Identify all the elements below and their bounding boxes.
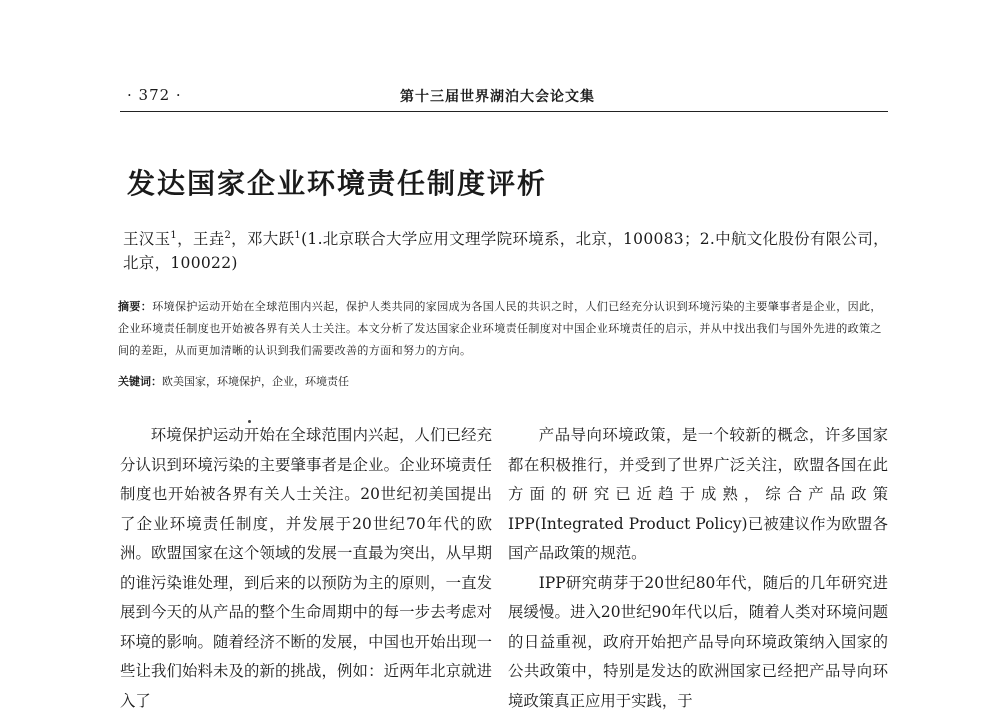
author-name: 王汉玉 [123, 230, 170, 248]
article-title: 发达国家企业环境责任制度评析 [127, 162, 547, 202]
author-line: 王汉玉$^1$，王垚$^2$，邓大跃$^1$(1.北京联合大学应用文理学院环境系，北京，100083；2.中航文化股份有限公司，北京，100022) [123, 224, 893, 275]
abstract [118, 296, 890, 362]
affiliations: (1.北京联合大学应用文理学院环境系，北京，100083；2.中航文化股份有限公司，北京，100022) [123, 230, 889, 272]
body-paragraph: 产品导向环境政策，是一个较新的概念，许多国家都在积极推行，并受到了世界广泛关注，欧盟各国在此方面的研究已近趋于成熟，综合产品政策IPP(Integrated Product Policy)已被建议作为欧盟各国产品政策的规范。 [508, 421, 888, 569]
abstract-text: 环境保护运动开始在全球范围内兴起，保护人类共同的家园成为各国人民的共识之时，人们已经充分认识到环境污染的主要肇事者是企业，因此，企业环境责任制度也开始被各界有关人士关注。本文分析了发达国家企业环境责任制度对中国企业环境责任的启示，并从中找出我们与国外先进的政策之间的差距，从而更加清晰的认识到我们需要改善的方面和努力的方向。 [118, 300, 882, 357]
abstract-label: 摘要： [118, 300, 152, 313]
keywords-label: 关键词： [118, 375, 162, 388]
page-number: · 372 · [127, 86, 182, 104]
author-affiliation-mark: 1 [294, 230, 301, 241]
keywords-text: 欧美国家，环境保护，企业，环境责任 [162, 375, 349, 388]
author-affiliation-mark: 2 [225, 230, 232, 241]
author-name: 王垚 [193, 230, 225, 248]
keywords [118, 372, 890, 392]
body-column-right [508, 421, 888, 716]
body-column-left [120, 421, 492, 716]
body-paragraph: IPP研究萌芽于20世纪80年代，随后的几年研究进展缓慢。进入20世纪90年代以后，随着人类对环境问题的日益重视，政府开始把产品导向环境政策纳入国家的公共政策中，特别是发达的欧洲国家已经把产品导向环境政策真正应用于实践，于 [508, 569, 888, 716]
author-affiliation-mark: 1 [170, 230, 177, 241]
header-rule [120, 111, 888, 112]
running-header-title: 第十三届世界湖泊大会论文集 [400, 86, 595, 106]
author-name: 邓大跃 [247, 230, 294, 248]
body-paragraph: 环境保护运动开始在全球范围内兴起，人们已经充分认识到环境污染的主要肇事者是企业。企业环境责任制度也开始被各界有关人士关注。20世纪初美国提出了企业环境责任制度，并发展于20世纪70年代的欧洲。欧盟国家在这个领域的发展一直最为突出，从早期的谁污染谁处理，到后来的以预防为主的原则，一直发展到今天的从产品的整个生命周期中的每一步去考虑对环境的影响。随着经济不断的发展，中国也开始出现一些让我们始料未及的新的挑战，例如：近两年北京就进入了 [120, 421, 492, 716]
